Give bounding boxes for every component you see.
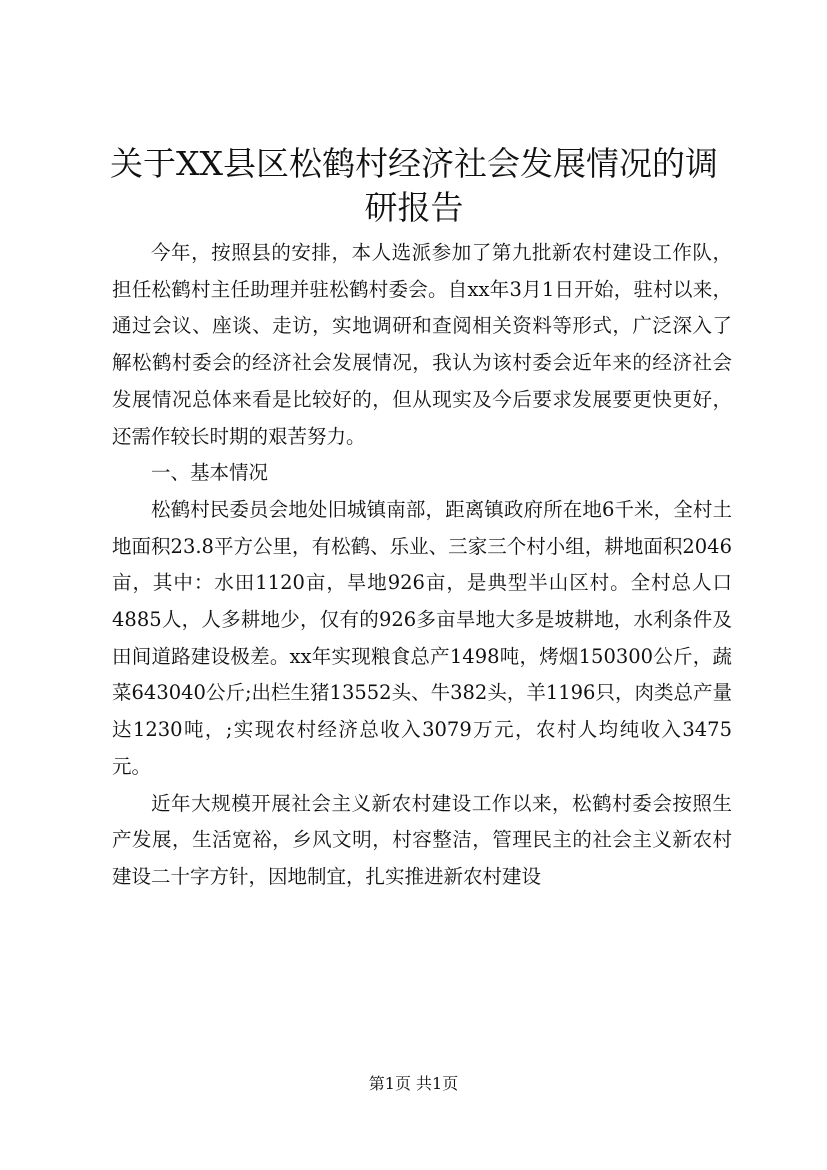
- document-title: 关于XX县区松鹤村经济社会发展情况的调研报告: [110, 144, 718, 227]
- page-number-footer: 第1页 共1页: [368, 1074, 459, 1093]
- paragraph-basic-situation: 松鹤村民委员会地处旧城镇南部，距离镇政府所在地6千米，全村土地面积23.8平方公里，有松鹤、乐业、三家三个村小组，耕地面积2046亩，其中：水田1120亩，旱地926亩，是典型半山区村。全村总人口4885人，人多耕地少，仅有的926多亩旱地大多是坡耕地，水利条件及田间道路建设极差。xx年实现粮食总产1498吨，烤烟150300公斤，蔬菜643040公斤;出栏生猪13552头、牛382头，羊1196只，肉类总产量达1230吨，;实现农村经济总收入3079万元，农村人均纯收入3475元。: [112, 497, 732, 778]
- section-heading-basic-situation: 一、基本情况: [151, 461, 269, 485]
- document-body: [112, 235, 732, 896]
- paragraph-new-rural-construction: 近年大规模开展社会主义新农村建设工作以来，松鹤村委会按照生产发展，生活宽裕，乡风文明，村容整洁，管理民主的社会主义新农村建设二十字方针，因地制宜，扎实推进新农村建设: [112, 791, 732, 888]
- paragraph-intro: 今年，按照县的安排，本人选派参加了第九批新农村建设工作队，担任松鹤村主任助理并驻松鹤村委会。自xx年3月1日开始，驻村以来，通过会议、座谈、走访，实地调研和查阅相关资料等形式，广泛深入了解松鹤村委会的经济社会发展情况，我认为该村委会近年来的经济社会发展情况总体来看是比较好的，但从现实及今后要求发展要更快更好，还需作较长时期的艰苦努力。: [112, 241, 732, 448]
